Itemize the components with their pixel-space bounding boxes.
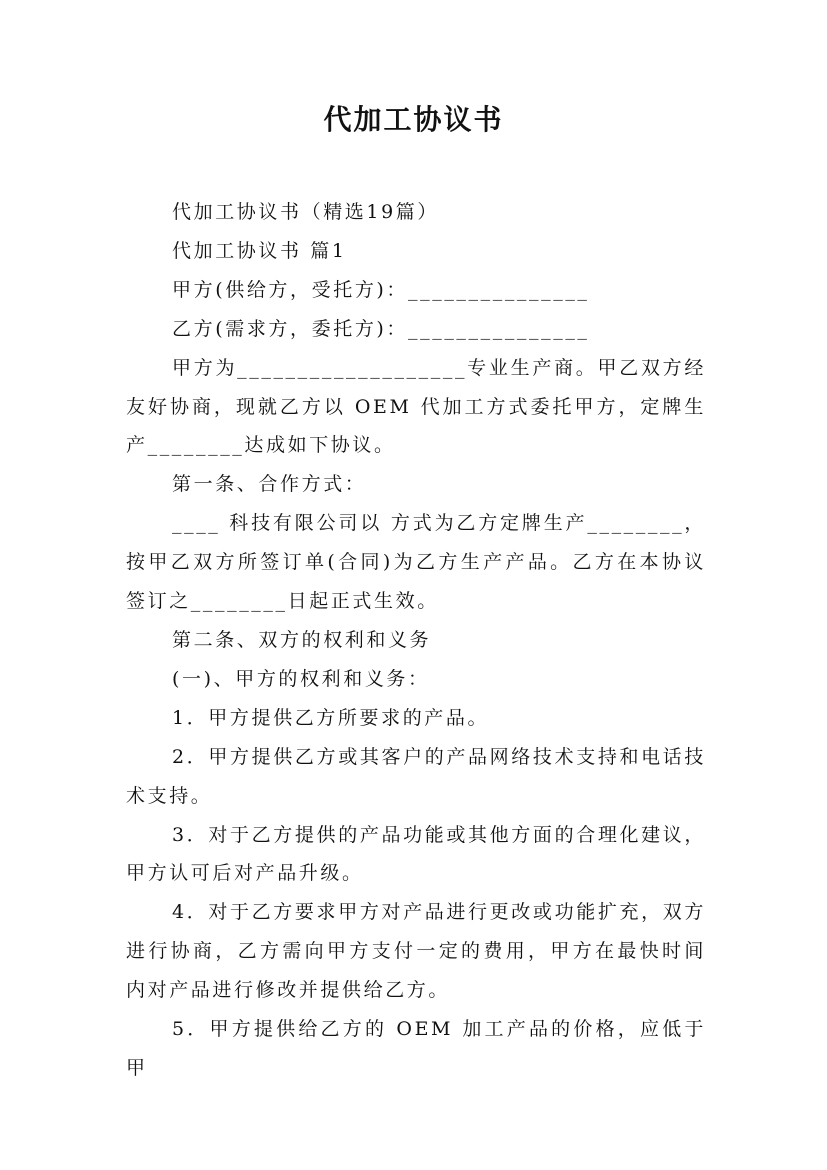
paragraph-subtitle: 代加工协议书（精选19篇） xyxy=(172,201,439,223)
paragraph-item-4: 4．对于乙方要求甲方对产品进行更改或功能扩充，双方进行协商，乙方需向甲方支付一定的费用，甲方在最快时间内对产品进行修改并提供给乙方。 xyxy=(126,901,706,1002)
paragraph-item-2: 2．甲方提供乙方或其客户的产品网络技术支持和电话技术支持。 xyxy=(126,745,706,807)
paragraph-party-a-rights-heading: (一)、甲方的权利和义务： xyxy=(172,667,430,690)
paragraph-party-b: 乙方(需求方，委托方)：_______________ xyxy=(172,317,590,340)
paragraph-article-2-heading: 第二条、双方的权利和义务 xyxy=(172,628,432,651)
paragraph-item-1: 1．甲方提供乙方所要求的产品。 xyxy=(172,706,490,729)
document-title: 代加工协议书 xyxy=(323,103,504,136)
paragraph-item-3: 3．对于乙方提供的产品功能或其他方面的合理化建议，甲方认可后对产品升级。 xyxy=(126,823,706,885)
paragraph-article-1-body: ____ 科技有限公司以 方式为乙方定牌生产________，按甲乙双方所签订单(合同)为乙方生产产品。乙方在本协议签订之________日起正式生效。 xyxy=(126,512,706,613)
paragraph-section-heading: 代加工协议书 篇1 xyxy=(172,239,347,262)
paragraph-party-a: 甲方(供给方，受托方)：_______________ xyxy=(172,278,590,301)
paragraph-preamble: 甲方为___________________专业生产商。甲乙双方经友好协商，现就乙方以 OEM 代加工方式委托甲方，定牌生产________达成如下协议。 xyxy=(126,356,706,457)
document-body xyxy=(126,193,706,1088)
paragraph-item-5: 5．甲方提供给乙方的 OEM 加工产品的价格，应低于甲 xyxy=(126,1018,706,1079)
paragraph-article-1-heading: 第一条、合作方式： xyxy=(172,473,367,496)
